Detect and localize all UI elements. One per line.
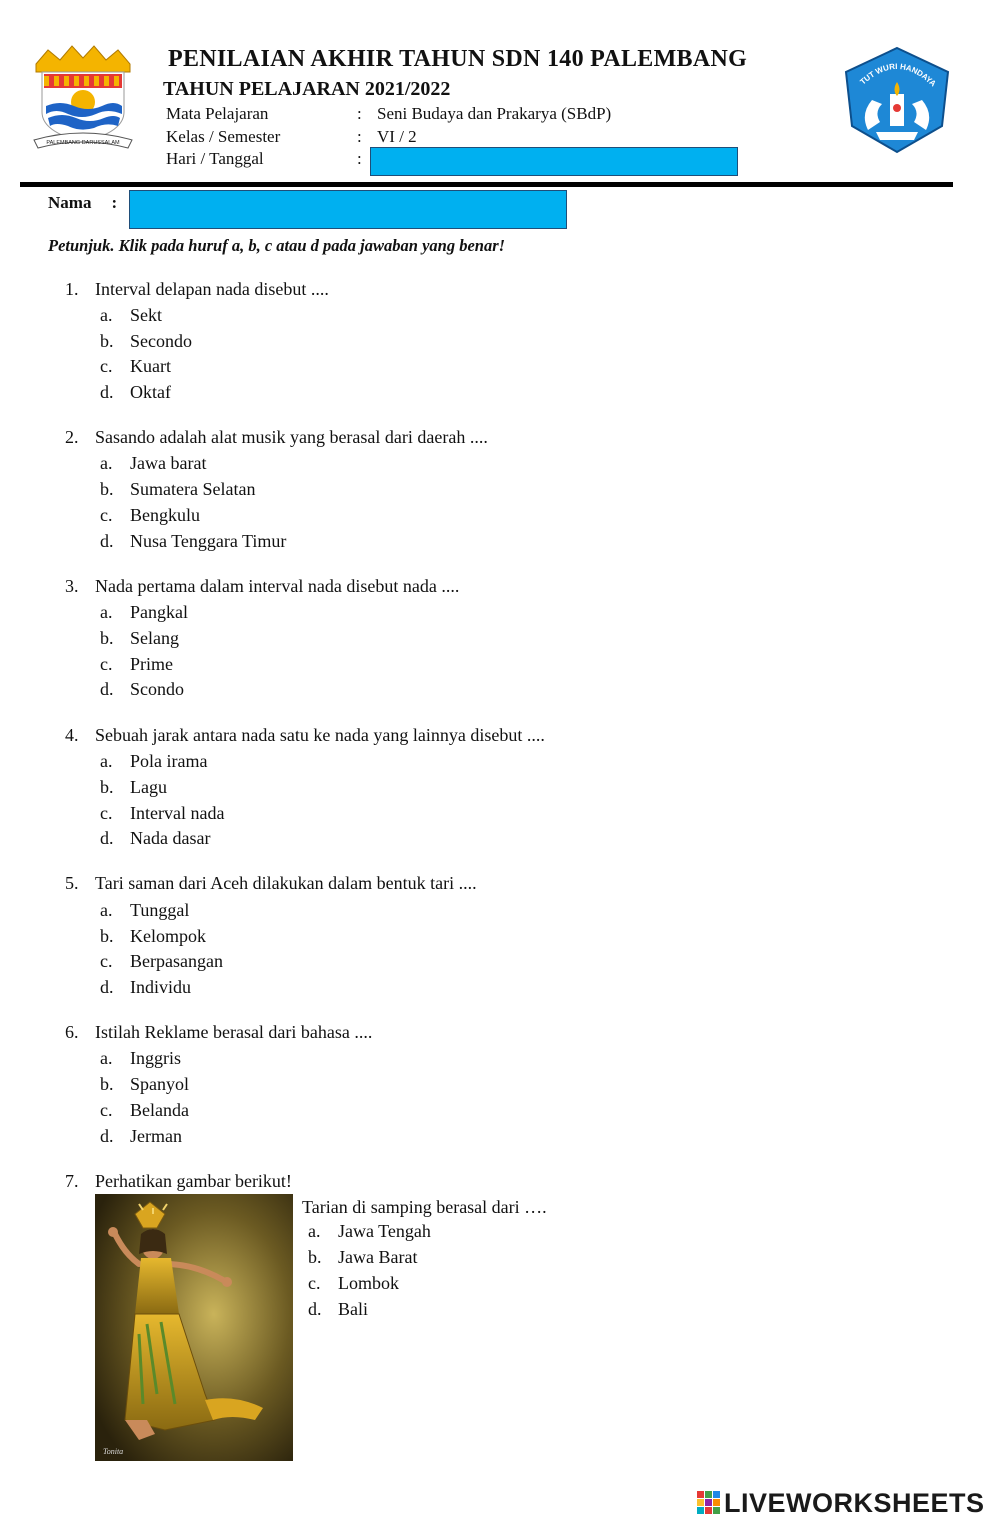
q7-option-b[interactable]: b. Jawa Barat [308,1247,418,1267]
q1-option-d[interactable]: d. Oktaf [100,382,171,402]
question-1: 1. Interval delapan nada disebut .... [65,279,329,299]
tut-wuri-handayani-emblem [836,44,958,156]
q4-option-a[interactable]: a. Pola irama [100,751,208,771]
question-5: 5. Tari saman dari Aceh dilakukan dalam bentuk tari .... [65,873,477,893]
q3-option-c[interactable]: c. Prime [100,654,173,674]
exam-title: PENILAIAN AKHIR TAHUN SDN 140 PALEMBANG [168,46,748,72]
meta-value-class: VI / 2 [377,127,417,146]
q5-option-b[interactable]: b. Kelompok [100,926,206,946]
q6-option-a[interactable]: a. Inggris [100,1048,181,1068]
date-input[interactable] [370,147,738,176]
q2-option-a[interactable]: a. Jawa barat [100,453,207,473]
q2-option-c[interactable]: c. Bengkulu [100,505,200,525]
meta-sep-subject: : [357,104,362,123]
instruction-text: Petunjuk. Klik pada huruf a, b, c atau d pada jawaban yang benar! [48,236,506,255]
q4-option-d[interactable]: d. Nada dasar [100,828,211,848]
q5-option-c[interactable]: c. Berpasangan [100,951,223,971]
meta-value-subject: Seni Budaya dan Prakarya (SBdP) [377,104,612,123]
meta-label-subject: Mata Pelajaran [166,104,269,123]
q4-option-c[interactable]: c. Interval nada [100,803,225,823]
question-7: 7. Perhatikan gambar berikut! [65,1171,292,1191]
question-7-subtext: Tarian di samping berasal dari …. [302,1197,547,1217]
meta-sep-class: : [357,127,362,146]
q7-option-d[interactable]: d. Bali [308,1299,368,1319]
photo-signature: Tonita [103,1447,124,1456]
question-3: 3. Nada pertama dalam interval nada disebut nada .... [65,576,460,596]
name-label: Nama : [48,193,118,212]
q5-option-a[interactable]: a. Tunggal [100,900,190,920]
name-input[interactable] [129,190,567,229]
emblem-text: TUT WURI HANDAYA [858,61,938,89]
q6-option-c[interactable]: c. Belanda [100,1100,189,1120]
meta-sep-date: : [357,149,362,168]
question-4: 4. Sebuah jarak antara nada satu ke nada yang lainnya disebut .... [65,725,545,745]
q3-option-a[interactable]: a. Pangkal [100,602,188,622]
liveworksheets-logo-icon [697,1491,721,1515]
q1-option-c[interactable]: c. Kuart [100,356,171,376]
header-divider [20,182,953,187]
question-2: 2. Sasando adalah alat musik yang berasal dari daerah .... [65,427,488,447]
q2-option-b[interactable]: b. Sumatera Selatan [100,479,256,499]
q7-option-a[interactable]: a. Jawa Tengah [308,1221,431,1241]
q2-option-d[interactable]: d. Nusa Tenggara Timur [100,531,287,551]
city-logo-text: PALEMBANG DARUSSALAM [46,140,120,146]
q1-option-b[interactable]: b. Secondo [100,331,192,351]
q1-option-a[interactable]: a. Sekt [100,305,163,325]
q3-option-b[interactable]: b. Selang [100,628,179,648]
balinese-dancer-image [95,1194,293,1461]
exam-subtitle: TAHUN PELAJARAN 2021/2022 [163,78,451,100]
meta-label-date: Hari / Tanggal [166,149,264,168]
q4-option-b[interactable]: b. Lagu [100,777,167,797]
q6-option-b[interactable]: b. Spanyol [100,1074,190,1094]
question-6: 6. Istilah Reklame berasal dari bahasa .... [65,1022,373,1042]
q6-option-d[interactable]: d. Jerman [100,1126,182,1146]
q3-option-d[interactable]: d. Scondo [100,679,184,699]
q7-option-c[interactable]: c. Lombok [308,1273,399,1293]
palembang-city-logo [30,42,136,154]
liveworksheets-brand[interactable]: LIVEWORKSHEETS [697,1488,985,1519]
q5-option-d[interactable]: d. Individu [100,977,191,997]
meta-label-class: Kelas / Semester [166,127,281,146]
